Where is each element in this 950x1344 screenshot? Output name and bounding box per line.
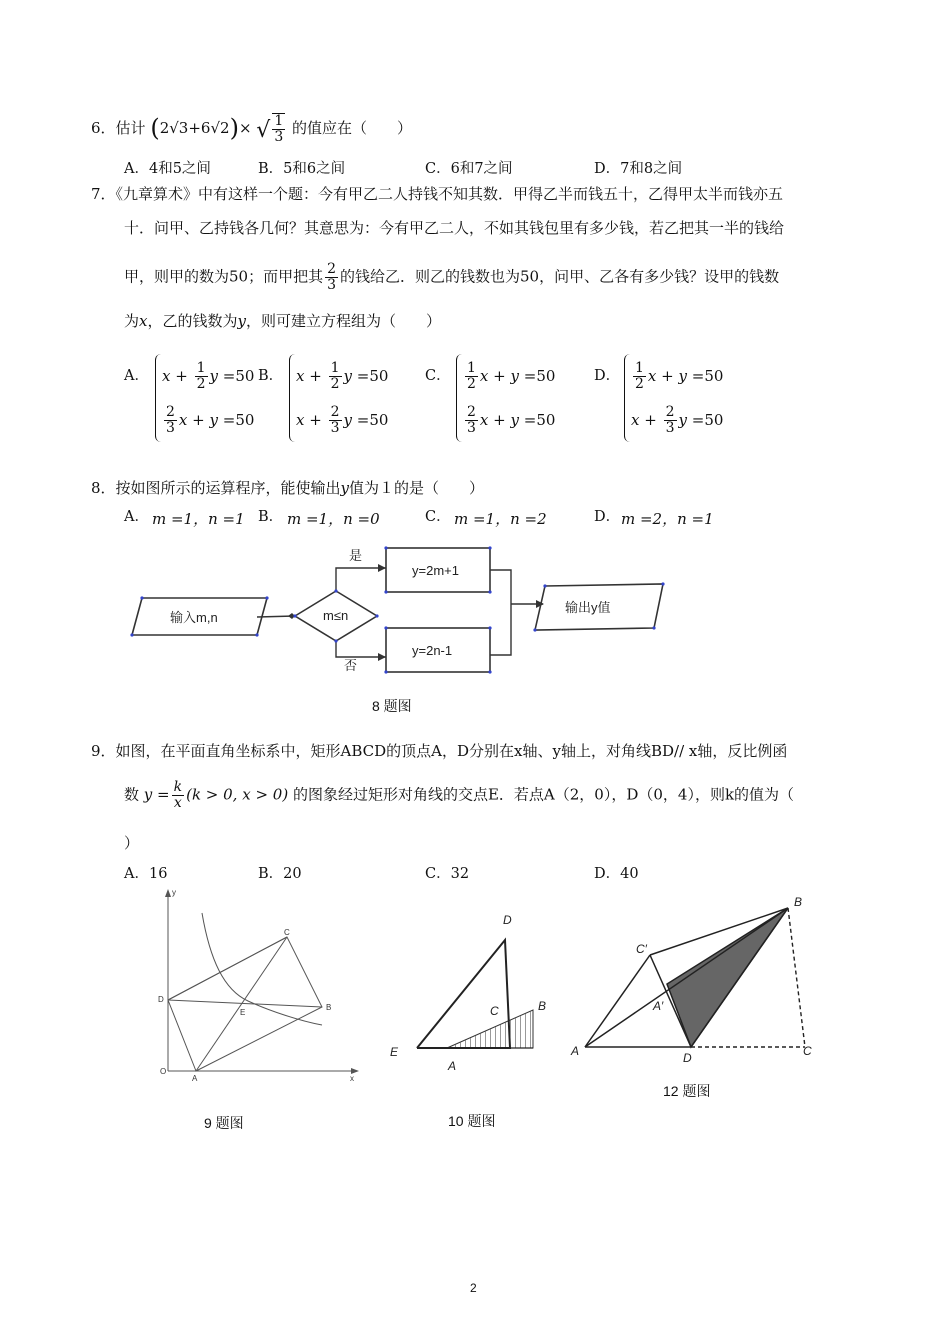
flow-output-text: 输出y值 — [565, 600, 611, 615]
q7-option-c-system[interactable]: $\frac{1}{2}$ x + y =50 $\frac{2}{3}$ x + y =50 — [456, 354, 555, 442]
arrow-top — [378, 564, 386, 572]
q8-option-b[interactable]: m =1，n =0 — [287, 510, 380, 528]
q9-option-d[interactable]: D．40 — [594, 866, 639, 882]
q7-option-d-label[interactable]: D． — [594, 368, 621, 384]
q8-option-d[interactable]: m =2，n =1 — [621, 510, 714, 528]
fig9-e-label: E — [240, 1008, 246, 1017]
fig12-d-label: D — [683, 1051, 692, 1065]
q7-line3: 甲，则甲的数为50；而甲把其 $\frac{2}{3}$ 的钱给乙．则乙的钱数也为50，问甲、乙各有多少钱？设甲的钱数 — [124, 261, 780, 293]
q9-option-a[interactable]: A．16 — [124, 866, 168, 882]
q6-option-b[interactable]: B．5和6之间 — [258, 161, 346, 177]
q7-line4: 为x，乙的钱数为y，则可建立方程组为（ ） — [124, 312, 441, 330]
q9-line1: 9．如图，在平面直角坐标系中，矩形ABCD的顶点A，D分别在x轴、y轴上，对角线BD// x轴，反比例函 — [91, 742, 788, 760]
flow-input-text: 输入m,n — [170, 610, 218, 625]
q7-line1: 7．《九章算术》中有这样一个题：今有甲乙二人持钱不知其数．甲得乙半而钱五十，乙得甲太半而钱亦五 — [91, 185, 784, 203]
fig12-a1-label: A′ — [653, 999, 664, 1013]
fig9-x-label: x — [350, 1074, 354, 1083]
q9-line3: ） — [124, 834, 140, 852]
q8-option-c-label[interactable]: C． — [425, 509, 451, 525]
fig10-b-label: B — [538, 999, 547, 1013]
fig12-c-label: C — [803, 1044, 812, 1058]
q6-stem: 6．估计 (2√3+6√2)× √ $\frac{1}{3}$ 的值应在（ ） — [91, 113, 413, 145]
fig9-a-label: A — [192, 1074, 198, 1083]
q7-option-a-label[interactable]: A． — [124, 368, 149, 384]
fig12-c1-label: C′ — [636, 942, 647, 956]
fig9-d-label: D — [158, 995, 164, 1004]
fig10-e-label: E — [390, 1045, 399, 1059]
q8-option-c[interactable]: m =1，n =2 — [454, 510, 547, 528]
q6-option-c[interactable]: C．6和7之间 — [425, 161, 513, 177]
q8-stem: 8．按如图所示的运算程序，能使输出y值为１的是（ ） — [91, 479, 485, 497]
fig12-b-label: B — [794, 895, 803, 909]
fig10-caption: 10 题图 — [448, 1113, 496, 1129]
q8-option-a-label[interactable]: A． — [124, 509, 149, 525]
q8-option-b-label[interactable]: B． — [258, 509, 284, 525]
arrow-bottom — [378, 653, 386, 661]
fig9-caption: 9 题图 — [204, 1115, 244, 1131]
figure-10 — [380, 895, 560, 1085]
fig12-a-label: A — [571, 1044, 580, 1058]
q7-option-b-system[interactable]: x + $\frac{1}{2}$ y =50 x + $\frac{2}{3}$ y =50 — [289, 354, 388, 442]
q7-option-d-system[interactable]: $\frac{1}{2}$ x + y =50 x + $\frac{2}{3}$ y =50 — [624, 354, 723, 442]
flow-no-label: 否 — [344, 658, 358, 673]
figure-12 — [565, 890, 830, 1075]
fig10-d-label: D — [503, 913, 512, 927]
flow-top-text: y=2m+1 — [412, 563, 459, 578]
q9-option-b[interactable]: B．20 — [258, 866, 302, 882]
q8-figure-caption: 8 题图 — [372, 698, 412, 714]
fig9-y-label: y — [172, 888, 176, 897]
fig12-caption: 12 题图 — [663, 1083, 711, 1099]
fig10-a-label: A — [448, 1059, 457, 1073]
fig10-c-label: C — [490, 1004, 499, 1018]
flow-bottom-text: y=2n-1 — [412, 643, 453, 658]
q7-option-c-label[interactable]: C． — [425, 368, 451, 384]
q9-line2: 数 y = $\frac{k}{x}$ (k > 0, x > 0) 的图象经过矩形对角线的交点E．若点A（2，0），D（0，4），则k的值为（ — [124, 779, 795, 811]
figure-9 — [150, 885, 370, 1085]
fig9-c-label: C — [284, 928, 290, 937]
q8-option-a[interactable]: m =1，n =1 — [152, 510, 245, 528]
q9-option-c[interactable]: C．32 — [425, 866, 470, 882]
q7-option-b-label[interactable]: B． — [258, 368, 284, 384]
q6-prefix: 6．估计 — [91, 119, 146, 137]
q7-line2: 十．问甲、乙持钱各几何？其意思为：今有甲乙二人，不如其钱包里有多少钱，若乙把其一半的钱给 — [124, 219, 785, 237]
q8-option-d-label[interactable]: D． — [594, 509, 621, 525]
q8-flowchart — [120, 540, 680, 680]
q7-option-a-system[interactable]: x + $\frac{1}{2}$ y =50 $\frac{2}{3}$ x + y =50 — [155, 354, 254, 442]
flow-decision-text: m≤n — [323, 608, 349, 623]
q6-option-d[interactable]: D．7和8之间 — [594, 161, 683, 177]
fig9-b-label: B — [326, 1003, 332, 1012]
fig9-o-label: O — [160, 1067, 167, 1076]
page-number: 2 — [470, 1281, 477, 1295]
q6-expr: 2√3+6√2 — [159, 119, 230, 137]
q6-suffix: 的值应在（ ） — [292, 119, 413, 137]
q6-option-a[interactable]: A．4和5之间 — [124, 161, 211, 177]
flow-yes-label: 是 — [349, 548, 363, 563]
